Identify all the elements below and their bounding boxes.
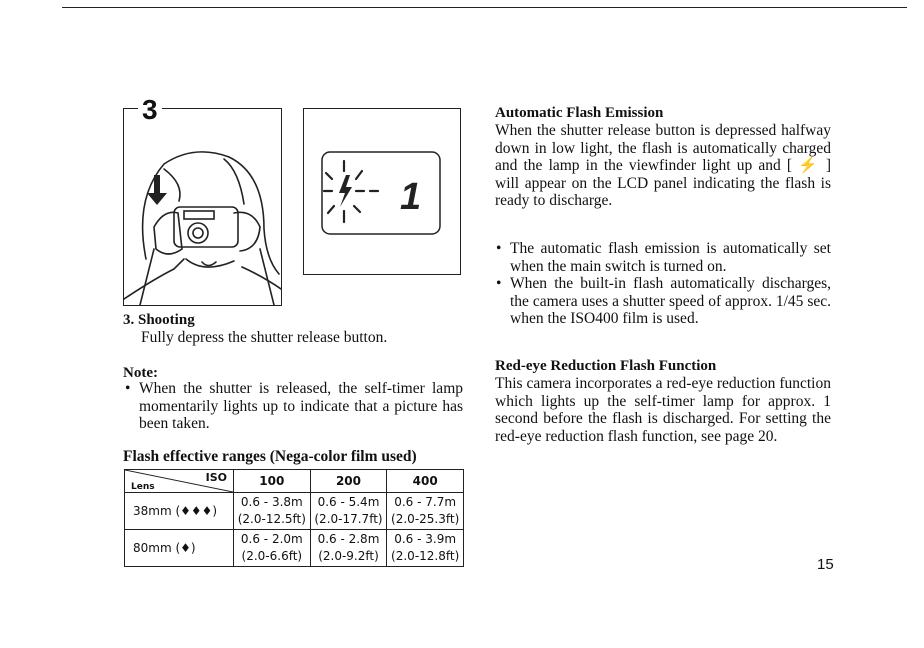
page-number: 15 (817, 556, 834, 573)
range-feet: (2.0-12.8ft) (391, 549, 460, 563)
iso-lens-header (125, 470, 234, 493)
step-title: 3. Shooting (123, 312, 195, 328)
auto-flash-title: Automatic Flash Emission (495, 105, 664, 121)
iso-header-label: ISO (205, 471, 227, 484)
note-item: • When the shutter is released, the self-timer lamp momentarily lights up to indicate that a picture has been taken. (124, 380, 463, 433)
auto-flash-body: When the shutter release button is depressed halfway down in low light, the flash is automatically charged and the lamp in the viewfinder light up and [ ⚡ ] will appear on the LCD panel indicating the flash is ready to discharge. (495, 122, 831, 209)
red-eye-body: This camera incorporates a red-eye reduction function which lights up the self-timer lamp for approx. 1 second before the flash is discharged. For setting the red-eye reduction flash function, see page 20. (495, 375, 831, 445)
lens-cell: 38mm (♦♦♦) (125, 493, 234, 530)
auto-flash-item: • The automatic flash emission is automatically set when the main switch is turned on. (495, 240, 831, 275)
range-cell (234, 493, 311, 530)
lcd-digit: 1 (400, 176, 422, 218)
table-row (125, 530, 464, 567)
lens-header-label: Lens (131, 482, 155, 492)
range-metric: 0.6 - 3.8m (240, 495, 303, 509)
auto-flash-list (495, 240, 831, 328)
flash-table-title: Flash effective ranges (Nega-color film used) (123, 448, 417, 465)
flash-bolt-icon (339, 175, 352, 207)
step-instruction: Fully depress the shutter release button. (141, 329, 388, 346)
top-rule (62, 7, 907, 8)
iso-column-header: 400 (387, 470, 464, 493)
auto-flash-item: • When the built-in flash automatically discharges, the camera uses a shutter speed of approx. 1/45 sec. when the ISO400 film is used. (495, 275, 831, 328)
red-eye-title: Red-eye Reduction Flash Function (495, 358, 717, 374)
range-cell (234, 530, 311, 567)
iso-column-header: 100 (234, 470, 311, 493)
range-cell (387, 530, 464, 567)
blinking-flash-icon (324, 161, 378, 222)
lcd-display-drawing (304, 109, 460, 274)
table-row (125, 493, 464, 530)
range-metric: 0.6 - 5.4m (317, 495, 380, 509)
range-feet: (2.0-12.5ft) (237, 512, 306, 526)
lcd-panel-illustration (303, 108, 461, 275)
range-cell (310, 530, 387, 567)
range-metric: 0.6 - 3.9m (394, 532, 457, 546)
iso-column-header: 200 (310, 470, 387, 493)
range-feet: (2.0-25.3ft) (391, 512, 460, 526)
flash-range-table (124, 469, 464, 567)
range-feet: (2.0-6.6ft) (241, 549, 303, 563)
press-arrow-icon (147, 175, 167, 205)
range-feet: (2.0-9.2ft) (318, 549, 379, 563)
range-metric: 0.6 - 7.7m (394, 495, 457, 509)
range-metric: 0.6 - 2.0m (240, 532, 303, 546)
range-metric: 0.6 - 2.8m (317, 532, 380, 546)
range-cell (387, 493, 464, 530)
range-cell (310, 493, 387, 530)
step-number: 3 (138, 96, 162, 124)
person-with-camera-drawing (124, 109, 281, 305)
range-feet: (2.0-17.7ft) (314, 512, 383, 526)
table-header-row (125, 470, 464, 493)
note-list (124, 380, 463, 433)
shooting-illustration (123, 108, 282, 306)
lens-cell: 80mm (♦) (125, 530, 234, 567)
note-title: Note: (123, 365, 158, 381)
